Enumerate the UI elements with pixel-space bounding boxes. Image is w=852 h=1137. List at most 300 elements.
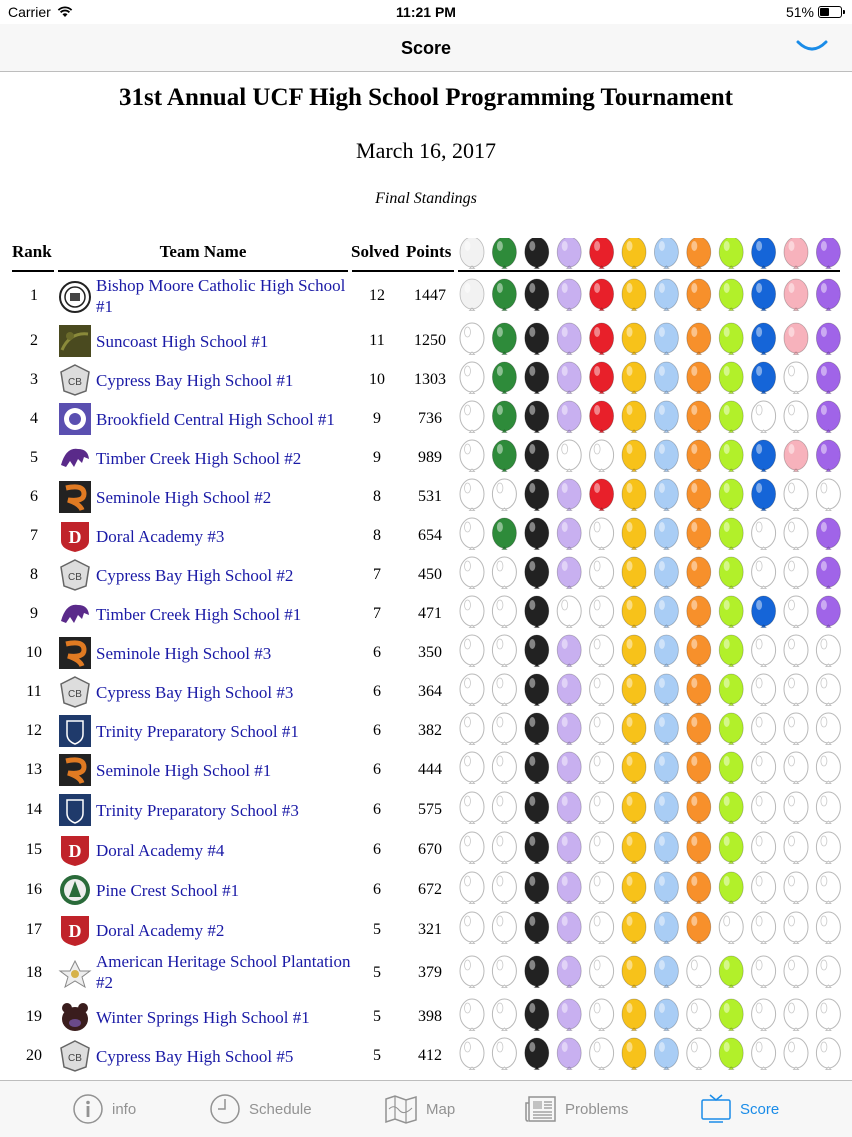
newspaper-icon: [525, 1095, 557, 1123]
table-row: [0, 595, 852, 633]
team-logo: [58, 714, 92, 748]
solved-cell: 6: [373, 800, 381, 818]
balloon-icon: [654, 401, 678, 433]
empty-balloon-icon: [687, 1038, 711, 1070]
team-logo: [58, 519, 92, 553]
table-row: [0, 634, 852, 672]
tab-label: Map: [426, 1100, 456, 1118]
balloon-icon: [590, 362, 614, 394]
rank-cell: 15: [26, 840, 42, 858]
table-row: [0, 673, 852, 711]
empty-balloon-icon: [752, 518, 776, 550]
problem-balloons: [456, 998, 846, 1036]
team-logo: [58, 913, 92, 947]
tab-info[interactable]: [72, 1081, 136, 1137]
problem-balloons: [456, 278, 846, 316]
balloon-icon: [784, 323, 808, 355]
team-name-link[interactable]: Cypress Bay High School #5: [96, 1046, 294, 1066]
table-row: [0, 361, 852, 399]
map-icon: [384, 1094, 418, 1124]
balloon-icon: [654, 872, 678, 904]
tab-label: Schedule: [249, 1100, 312, 1118]
balloon-icon: [525, 238, 549, 269]
balloon-icon: [816, 279, 840, 311]
balloon-icon: [557, 752, 581, 784]
empty-balloon-icon: [719, 912, 743, 944]
empty-balloon-icon: [784, 1038, 808, 1070]
balloon-icon: [752, 596, 776, 628]
problem-balloons: [456, 439, 846, 477]
balloon-icon: [719, 713, 743, 745]
empty-balloon-icon: [460, 440, 484, 472]
team-logo: [58, 957, 92, 991]
balloon-icon: [752, 279, 776, 311]
empty-balloon-icon: [590, 557, 614, 589]
empty-balloon-icon: [460, 752, 484, 784]
balloon-icon: [525, 518, 549, 550]
balloon-icon: [525, 401, 549, 433]
empty-balloon-icon: [460, 518, 484, 550]
balloon-icon: [784, 440, 808, 472]
balloon-icon: [492, 440, 516, 472]
problem-balloons: [456, 955, 846, 993]
points-cell: 398: [418, 1007, 442, 1025]
empty-balloon-icon: [687, 999, 711, 1031]
solved-cell: 6: [373, 760, 381, 778]
balloon-icon: [557, 635, 581, 667]
balloon-icon: [525, 323, 549, 355]
problem-balloons-header: [456, 238, 846, 272]
info-icon: [72, 1093, 104, 1125]
balloon-icon: [687, 323, 711, 355]
team-logo: [58, 441, 92, 475]
empty-balloon-icon: [492, 1038, 516, 1070]
balloon-icon: [590, 323, 614, 355]
team-logo: [58, 833, 92, 867]
balloon-icon: [654, 323, 678, 355]
empty-balloon-icon: [492, 832, 516, 864]
empty-balloon-icon: [752, 674, 776, 706]
balloon-icon: [622, 1038, 646, 1070]
empty-balloon-icon: [816, 832, 840, 864]
balloon-icon: [687, 635, 711, 667]
balloon-icon: [525, 440, 549, 472]
rank-cell: 1: [30, 287, 38, 304]
balloon-icon: [719, 596, 743, 628]
tab-problems[interactable]: [525, 1081, 628, 1137]
page-title: 31st Annual UCF High School Programming Tournament: [119, 84, 733, 111]
balloon-icon: [654, 596, 678, 628]
balloon-icon: [525, 362, 549, 394]
solved-cell: 9: [373, 448, 381, 466]
problem-balloons: [456, 322, 846, 360]
table-row: [0, 478, 852, 516]
balloon-icon: [687, 279, 711, 311]
balloon-icon: [557, 401, 581, 433]
clock-icon: [209, 1093, 241, 1125]
rank-cell: 12: [26, 721, 42, 739]
solved-cell: 6: [373, 840, 381, 858]
balloon-icon: [492, 401, 516, 433]
balloon-icon: [460, 238, 484, 269]
balloon-icon: [654, 832, 678, 864]
empty-balloon-icon: [784, 401, 808, 433]
balloon-icon: [557, 674, 581, 706]
rank-cell: 14: [26, 800, 42, 818]
empty-balloon-icon: [460, 912, 484, 944]
scoreboard-content[interactable]: [0, 72, 852, 1080]
points-cell: 670: [418, 840, 442, 858]
balloon-icon: [622, 912, 646, 944]
balloon-icon: [654, 557, 678, 589]
balloon-icon: [622, 362, 646, 394]
balloon-icon: [654, 362, 678, 394]
solved-cell: 5: [373, 964, 381, 981]
empty-balloon-icon: [784, 596, 808, 628]
solved-cell: 6: [373, 721, 381, 739]
balloon-icon: [654, 635, 678, 667]
balloon-icon: [557, 956, 581, 988]
empty-balloon-icon: [816, 1038, 840, 1070]
team-name-link[interactable]: Bishop Moore Catholic High School #1: [96, 276, 346, 316]
balloon-icon: [654, 279, 678, 311]
team-name-link[interactable]: Suncoast High School #1: [96, 331, 269, 351]
svg-text:D: D: [68, 527, 82, 547]
empty-balloon-icon: [784, 635, 808, 667]
header-divider: [458, 270, 840, 272]
balloon-icon: [816, 401, 840, 433]
empty-balloon-icon: [784, 956, 808, 988]
header-divider: [352, 270, 454, 272]
navigation-bar: [0, 24, 852, 72]
empty-balloon-icon: [460, 872, 484, 904]
points-cell: 531: [418, 487, 442, 505]
tab-score[interactable]: [700, 1081, 779, 1137]
team-logo: [58, 873, 92, 907]
team-logo: [58, 480, 92, 514]
empty-balloon-icon: [752, 999, 776, 1031]
empty-balloon-icon: [460, 999, 484, 1031]
balloon-icon: [654, 713, 678, 745]
balloon-icon: [719, 323, 743, 355]
empty-balloon-icon: [784, 479, 808, 511]
balloon-icon: [622, 832, 646, 864]
empty-balloon-icon: [687, 956, 711, 988]
balloon-icon: [752, 440, 776, 472]
team-logo: [58, 402, 92, 436]
solved-cell: 5: [373, 1046, 381, 1064]
points-cell: 654: [418, 526, 442, 544]
balloon-icon: [816, 557, 840, 589]
tab-bar: [0, 1080, 852, 1137]
rank-cell: 13: [26, 760, 42, 778]
header-divider: [58, 270, 348, 272]
points-cell: 471: [418, 604, 442, 622]
table-row: [0, 1037, 852, 1075]
empty-balloon-icon: [784, 557, 808, 589]
balloon-icon: [687, 401, 711, 433]
empty-balloon-icon: [492, 792, 516, 824]
team-logo: [58, 363, 92, 397]
empty-balloon-icon: [752, 832, 776, 864]
team-name-link[interactable]: Cypress Bay High School #3: [96, 682, 294, 702]
balloon-icon: [525, 872, 549, 904]
team-logo: [58, 753, 92, 787]
points-cell: 379: [418, 964, 442, 981]
balloon-icon: [784, 279, 808, 311]
solved-cell: 6: [373, 643, 381, 661]
balloon-icon: [525, 912, 549, 944]
balloon-icon: [525, 1038, 549, 1070]
empty-balloon-icon: [816, 713, 840, 745]
team-name-link[interactable]: Timber Creek High School #2: [96, 448, 302, 468]
team-name-link[interactable]: Seminole High School #3: [96, 643, 272, 663]
balloon-icon: [557, 479, 581, 511]
team-name-link[interactable]: Doral Academy #3: [96, 526, 225, 546]
empty-balloon-icon: [460, 323, 484, 355]
balloon-icon: [719, 792, 743, 824]
balloon-icon: [525, 479, 549, 511]
rank-cell: 4: [30, 409, 38, 427]
balloon-icon: [525, 596, 549, 628]
problem-balloons: [456, 791, 846, 829]
balloon-icon: [719, 440, 743, 472]
table-row: [0, 951, 852, 996]
table-row: [0, 831, 852, 869]
empty-balloon-icon: [460, 674, 484, 706]
tab-map[interactable]: [384, 1081, 455, 1137]
balloon-icon: [654, 912, 678, 944]
rank-cell: 2: [30, 331, 38, 349]
balloon-icon: [719, 238, 743, 269]
balloon-icon: [687, 440, 711, 472]
empty-balloon-icon: [752, 401, 776, 433]
balloon-icon: [525, 752, 549, 784]
rank-cell: 16: [26, 880, 42, 898]
balloon-icon: [557, 323, 581, 355]
rank-cell: 8: [30, 565, 38, 583]
balloon-icon: [525, 279, 549, 311]
balloon-icon: [687, 362, 711, 394]
balloon-icon: [557, 832, 581, 864]
empty-balloon-icon: [752, 956, 776, 988]
empty-balloon-icon: [492, 872, 516, 904]
empty-balloon-icon: [460, 832, 484, 864]
empty-balloon-icon: [784, 792, 808, 824]
empty-balloon-icon: [752, 635, 776, 667]
balloon-icon: [525, 713, 549, 745]
empty-balloon-icon: [752, 912, 776, 944]
team-name-link[interactable]: Brookfield Central High School #1: [96, 409, 335, 429]
empty-balloon-icon: [590, 518, 614, 550]
balloon-icon: [557, 362, 581, 394]
svg-text:D: D: [68, 841, 82, 861]
team-logo: [58, 280, 92, 314]
problem-balloons: [456, 478, 846, 516]
team-logo: [58, 636, 92, 670]
balloon-icon: [654, 479, 678, 511]
tab-label: info: [112, 1100, 137, 1118]
battery-percent: 51%: [785, 4, 814, 20]
balloon-icon: [719, 872, 743, 904]
balloon-icon: [816, 596, 840, 628]
problem-balloons: [456, 911, 846, 949]
team-logo: [58, 324, 92, 358]
table-row: [0, 751, 852, 789]
balloon-icon: [622, 674, 646, 706]
solved-cell: 8: [373, 526, 381, 544]
rank-cell: 18: [26, 964, 42, 981]
balloon-icon: [525, 635, 549, 667]
balloon-icon: [525, 792, 549, 824]
team-name-link[interactable]: Cypress Bay High School #1: [96, 370, 294, 390]
balloon-icon: [784, 238, 808, 269]
empty-balloon-icon: [752, 752, 776, 784]
balloon-icon: [622, 713, 646, 745]
team-name-link[interactable]: Doral Academy #2: [96, 920, 225, 940]
balloon-icon: [492, 279, 516, 311]
status-bar: [0, 0, 852, 24]
tab-schedule[interactable]: [209, 1081, 312, 1137]
empty-balloon-icon: [590, 999, 614, 1031]
points-cell: 364: [418, 682, 442, 700]
empty-balloon-icon: [492, 956, 516, 988]
empty-balloon-icon: [784, 362, 808, 394]
table-row: [0, 871, 852, 909]
balloon-icon: [752, 362, 776, 394]
problem-balloons: [456, 712, 846, 750]
team-name-link[interactable]: Cypress Bay High School #2: [96, 565, 294, 585]
balloon-icon: [622, 557, 646, 589]
balloon-icon: [719, 956, 743, 988]
empty-balloon-icon: [492, 713, 516, 745]
balloon-icon: [525, 674, 549, 706]
empty-balloon-icon: [557, 596, 581, 628]
clock-time: 11:21 PM: [396, 4, 456, 20]
empty-balloon-icon: [816, 479, 840, 511]
refresh-spinner-icon[interactable]: [796, 36, 828, 56]
balloon-icon: [622, 518, 646, 550]
empty-balloon-icon: [752, 557, 776, 589]
balloon-icon: [557, 518, 581, 550]
balloon-icon: [590, 479, 614, 511]
balloon-icon: [687, 557, 711, 589]
points-cell: 412: [418, 1046, 442, 1064]
team-logo: [58, 558, 92, 592]
points-cell: 989: [418, 448, 442, 466]
table-header: [0, 238, 852, 272]
balloon-icon: [654, 792, 678, 824]
empty-balloon-icon: [784, 999, 808, 1031]
team-logo: [58, 1000, 92, 1034]
team-logo: [58, 1039, 92, 1073]
balloon-icon: [460, 279, 484, 311]
balloon-icon: [557, 872, 581, 904]
solved-cell: 11: [369, 331, 385, 349]
svg-text:CB: CB: [68, 1053, 82, 1064]
team-name-link[interactable]: Winter Springs High School #1: [96, 1007, 310, 1027]
team-logo: [58, 597, 92, 631]
solved-cell: 12: [369, 287, 385, 304]
empty-balloon-icon: [590, 713, 614, 745]
team-name-link[interactable]: Trinity Preparatory School #3: [96, 800, 299, 820]
carrier-label: Carrier: [8, 4, 51, 20]
balloon-icon: [654, 999, 678, 1031]
balloon-icon: [622, 279, 646, 311]
team-name-link[interactable]: Timber Creek High School #1: [96, 604, 302, 624]
balloon-icon: [654, 956, 678, 988]
balloon-icon: [622, 440, 646, 472]
balloon-icon: [816, 362, 840, 394]
empty-balloon-icon: [590, 596, 614, 628]
standings-subtitle: Final Standings: [375, 190, 477, 207]
event-date: March 16, 2017: [356, 138, 496, 163]
empty-balloon-icon: [590, 635, 614, 667]
rank-header: Rank: [12, 242, 52, 261]
nav-title: Score: [400, 38, 452, 58]
tab-label: Score: [740, 1100, 780, 1118]
balloon-icon: [654, 674, 678, 706]
team-header: Team Name: [159, 242, 247, 261]
rank-cell: 7: [30, 526, 38, 544]
team-name-link[interactable]: Seminole High School #2: [96, 487, 272, 507]
rank-cell: 10: [26, 643, 42, 661]
balloon-icon: [687, 238, 711, 269]
team-name-link[interactable]: American Heritage School Plantation #2: [96, 952, 351, 992]
empty-balloon-icon: [816, 999, 840, 1031]
balloon-icon: [492, 323, 516, 355]
balloon-icon: [719, 674, 743, 706]
empty-balloon-icon: [784, 912, 808, 944]
balloon-icon: [557, 792, 581, 824]
balloon-icon: [622, 323, 646, 355]
team-name-link[interactable]: Seminole High School #1: [96, 760, 272, 780]
empty-balloon-icon: [752, 1038, 776, 1070]
balloon-icon: [816, 518, 840, 550]
balloon-icon: [752, 479, 776, 511]
balloon-icon: [557, 1038, 581, 1070]
balloon-icon: [687, 518, 711, 550]
svg-text:CB: CB: [68, 572, 82, 583]
balloon-icon: [687, 713, 711, 745]
empty-balloon-icon: [492, 999, 516, 1031]
team-name-link[interactable]: Doral Academy #4: [96, 840, 225, 860]
balloon-icon: [590, 238, 614, 269]
solved-header: Solved: [351, 242, 400, 261]
table-row: [0, 998, 852, 1036]
points-cell: 350: [418, 643, 442, 661]
points-cell: 321: [418, 920, 442, 938]
balloon-icon: [719, 752, 743, 784]
header-divider: [12, 270, 54, 272]
svg-text:CB: CB: [68, 377, 82, 388]
team-name-link[interactable]: Pine Crest School #1: [96, 880, 240, 900]
balloon-icon: [622, 238, 646, 269]
points-cell: 1303: [414, 370, 446, 388]
balloon-icon: [492, 362, 516, 394]
problem-balloons: [456, 871, 846, 909]
team-name-link[interactable]: Trinity Preparatory School #1: [96, 721, 299, 741]
empty-balloon-icon: [460, 1038, 484, 1070]
solved-cell: 6: [373, 682, 381, 700]
balloon-icon: [719, 279, 743, 311]
empty-balloon-icon: [590, 956, 614, 988]
points-cell: 736: [418, 409, 442, 427]
problem-balloons: [456, 831, 846, 869]
balloon-icon: [557, 999, 581, 1031]
points-cell: 672: [418, 880, 442, 898]
empty-balloon-icon: [784, 752, 808, 784]
